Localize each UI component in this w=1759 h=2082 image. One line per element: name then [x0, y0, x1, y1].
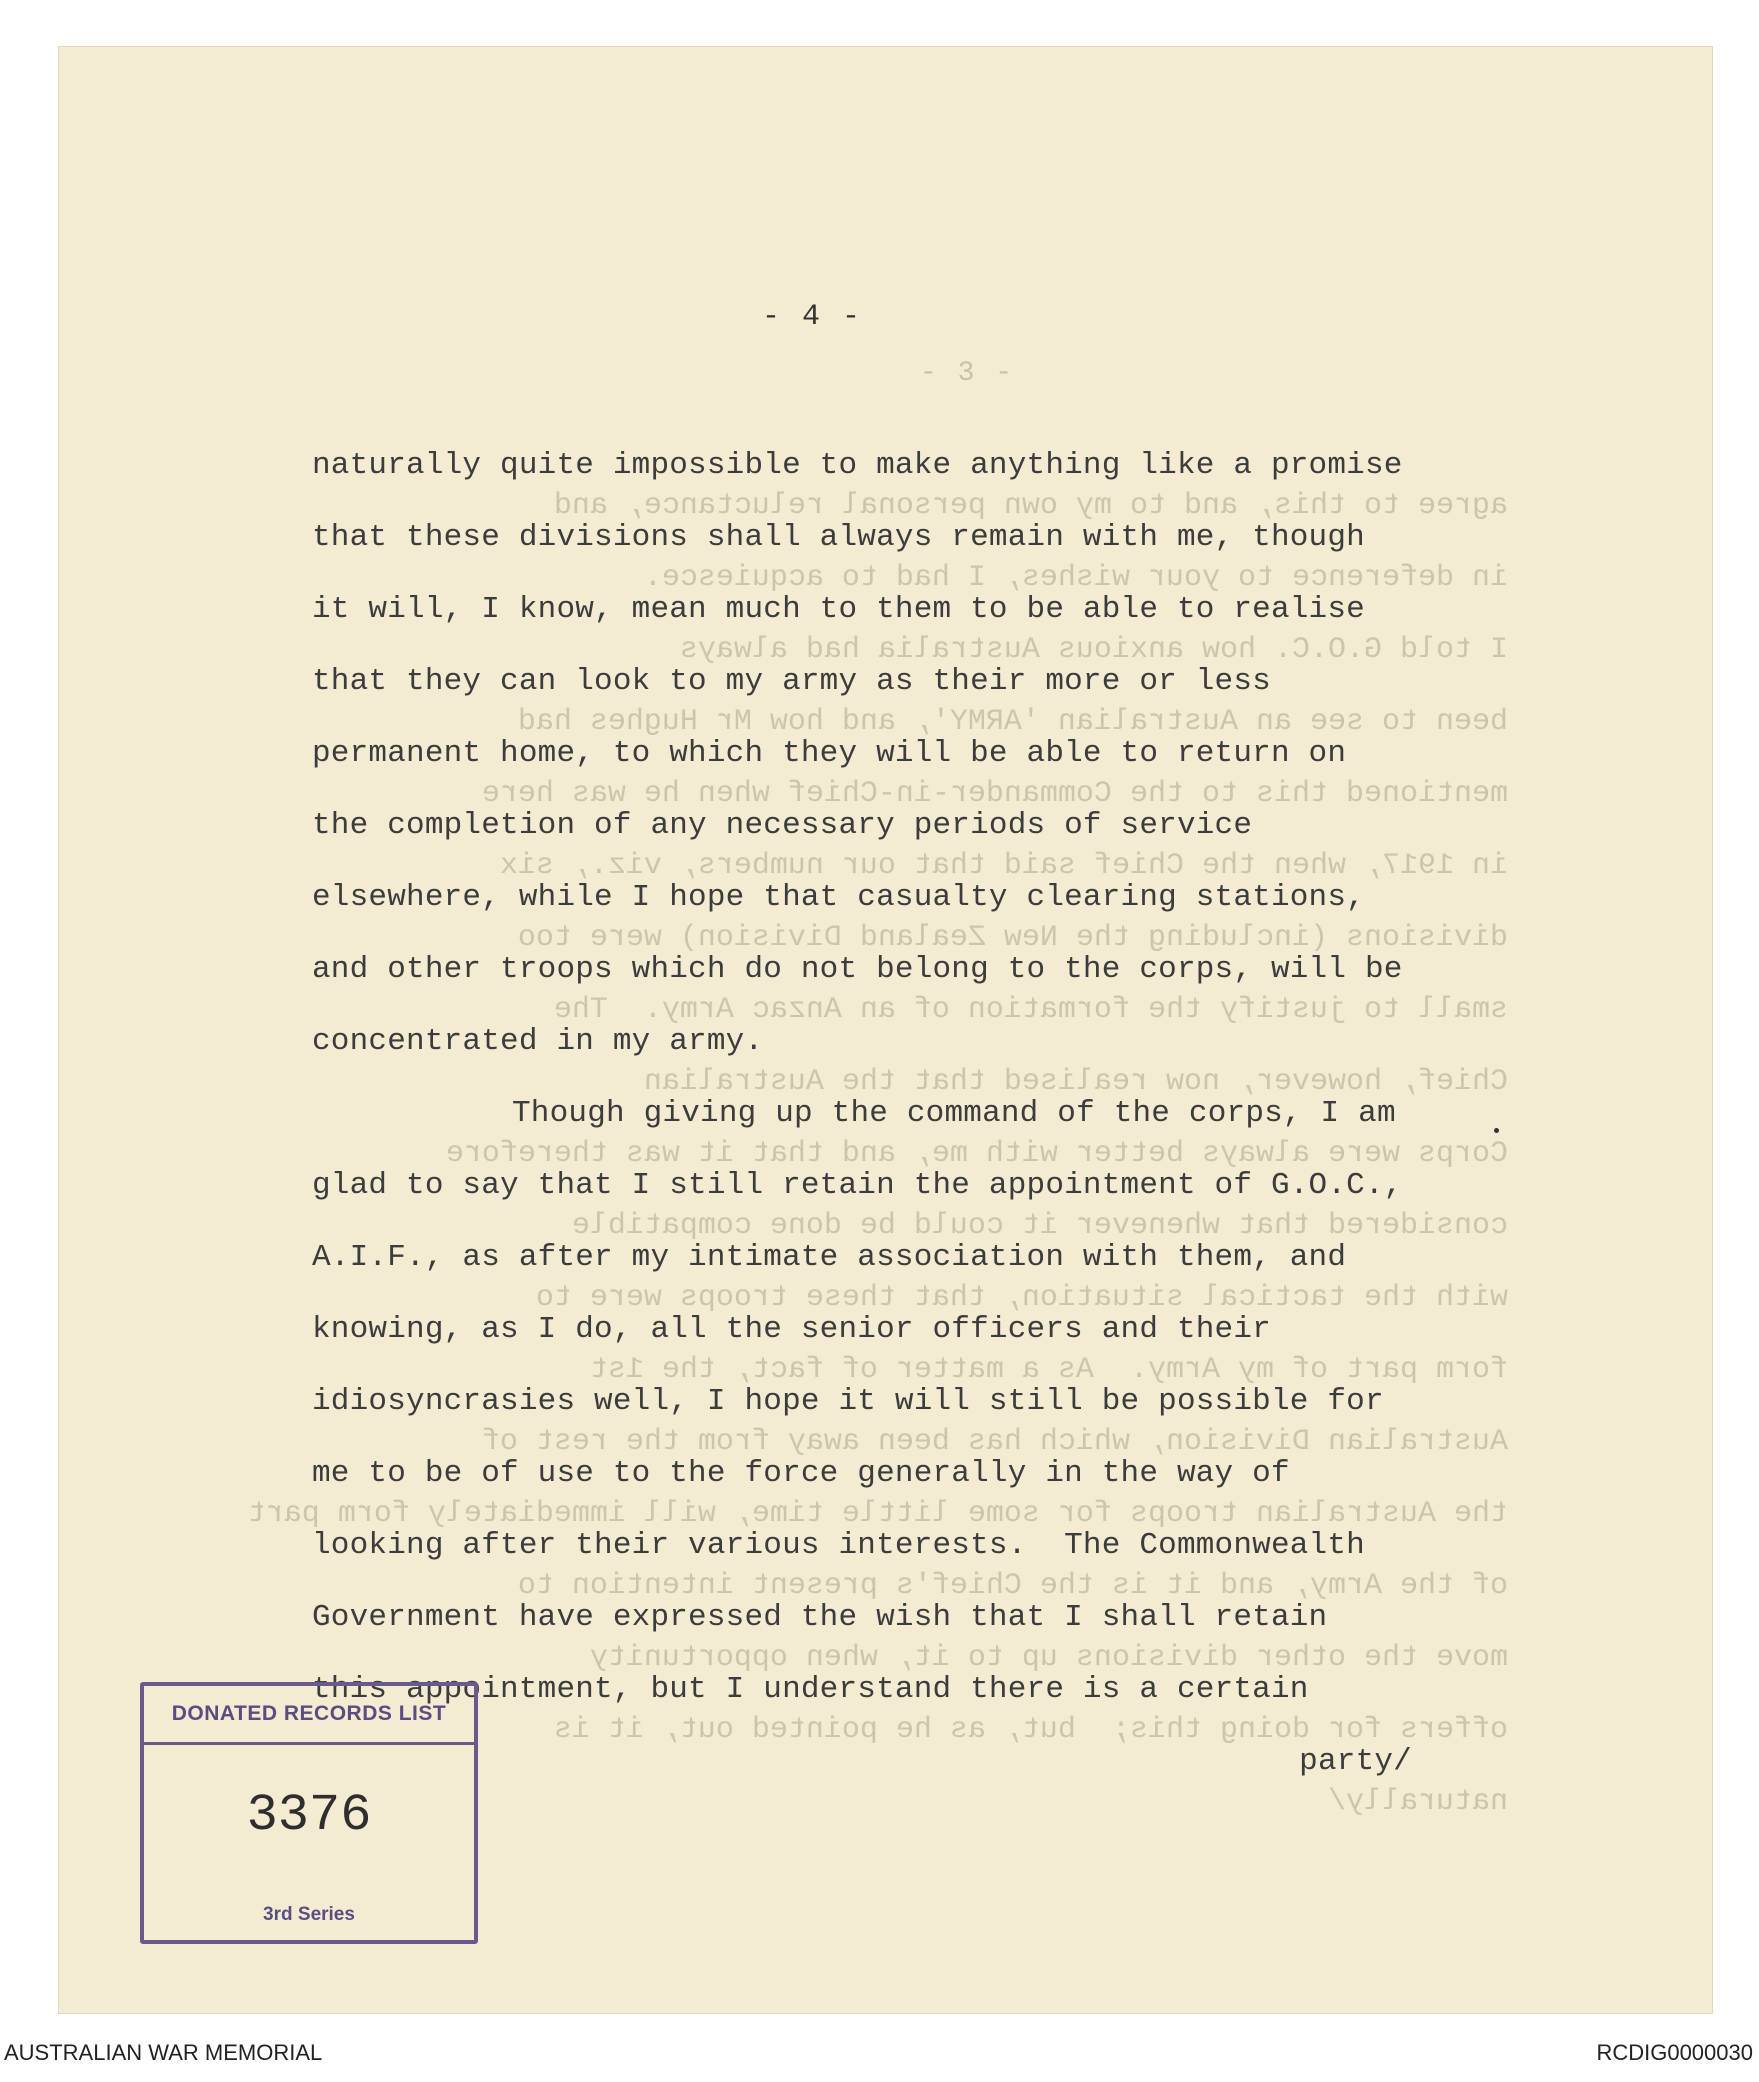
body-line: knowing, as I do, all the senior officers and their [312, 1312, 1271, 1347]
bleed-through-line: naturally/ [1327, 1785, 1508, 1819]
body-line: party/ [1299, 1744, 1412, 1779]
bleed-through-line: considered that whenever it could be done compatible [571, 1209, 1508, 1243]
body-line: Though giving up the command of the corps, I am [512, 1096, 1396, 1131]
body-line: Government have expressed the wish that I shall retain [312, 1600, 1328, 1635]
bleed-through-line: divisions (including the New Zealand Division) were too [517, 921, 1508, 955]
bleed-through-line: form part of my Army. As a matter of fact, the 1st [589, 1353, 1508, 1387]
body-line: naturally quite impossible to make anything like a promise [312, 448, 1403, 483]
bleed-through-line: move the other divisions up to it, when opportunity [589, 1641, 1508, 1675]
bleed-through-line: Corps were always better with me, and that it was therefore [445, 1137, 1508, 1171]
body-line: and other troops which do not belong to the corps, will be [312, 952, 1403, 987]
footer-institution: AUSTRALIAN WAR MEMORIAL [4, 2040, 323, 2065]
body-line: glad to say that I still retain the appointment of G.O.C., [312, 1168, 1403, 1203]
ink-mark [1494, 1128, 1499, 1133]
bleed-through-line: Chief, however, now realised that the Australian [643, 1065, 1508, 1099]
bleed-through-line: in 1917, when the Chief said that our numbers, viz., six [499, 849, 1508, 883]
stamp-title: DONATED RECORDS LIST [144, 1686, 474, 1745]
bleed-through-line: with the tactical situation, that these troops were to [535, 1281, 1508, 1315]
stamp-series: 3rd Series [263, 1904, 355, 1925]
page-number: - 4 - [762, 300, 863, 334]
body-line: A.I.F., as after my intimate association with them, and [312, 1240, 1347, 1275]
bleed-through-line: offers for doing this; but, as he pointed out, it is [553, 1713, 1508, 1747]
body-line: idiosyncrasies well, I hope it will still be possible for [312, 1384, 1384, 1419]
stamp-number: 3376 [246, 1786, 372, 1845]
bleed-through-line: been to see an Australian 'ARMY', and how Mr Hughes had [517, 705, 1508, 739]
body-line: me to be of use to the force generally in the way of [312, 1456, 1290, 1491]
donated-records-stamp [140, 1682, 478, 1944]
body-line: this appointment, but I understand there is a certain [312, 1672, 1309, 1707]
bleed-through-line: mentioned this to the Commander-in-Chief when he was here [481, 777, 1508, 811]
typed-letter-body [312, 430, 1522, 1798]
bleed-through-line: I told G.O.C. how anxious Australia had always [679, 633, 1508, 667]
bleed-through-line: of the Army, and it is the Chief's present intention to [517, 1569, 1508, 1603]
body-line: permanent home, to which they will be able to return on [312, 736, 1347, 771]
body-line: concentrated in my army. [312, 1024, 764, 1059]
body-line: looking after their various interests. The Commonwealth [312, 1528, 1365, 1563]
body-line: it will, I know, mean much to them to be able to realise [312, 592, 1365, 627]
bleed-through-line: small to justify the formation of an Anzac Army. The [553, 993, 1508, 1027]
footer-record-id: RCDIG0000030 [1596, 2040, 1753, 2065]
body-line: that they can look to my army as their more or less [312, 664, 1271, 699]
body-line: elsewhere, while I hope that casualty clearing stations, [312, 880, 1365, 915]
bleed-through-page-number: - 3 - [920, 358, 1015, 389]
body-line: the completion of any necessary periods of service [312, 808, 1253, 843]
body-line: that these divisions shall always remain with me, though [312, 520, 1365, 555]
bleed-through-line: agree to this, and to my own personal reluctance, and [553, 489, 1508, 523]
bleed-through-line: the Australian troops for some little time, will immediately form part [247, 1497, 1508, 1531]
bleed-through-line: in deference to your wishes, I had to acquiesce. [643, 561, 1508, 595]
bleed-through-line: Australian Division, which has been away from the rest of [481, 1425, 1508, 1459]
